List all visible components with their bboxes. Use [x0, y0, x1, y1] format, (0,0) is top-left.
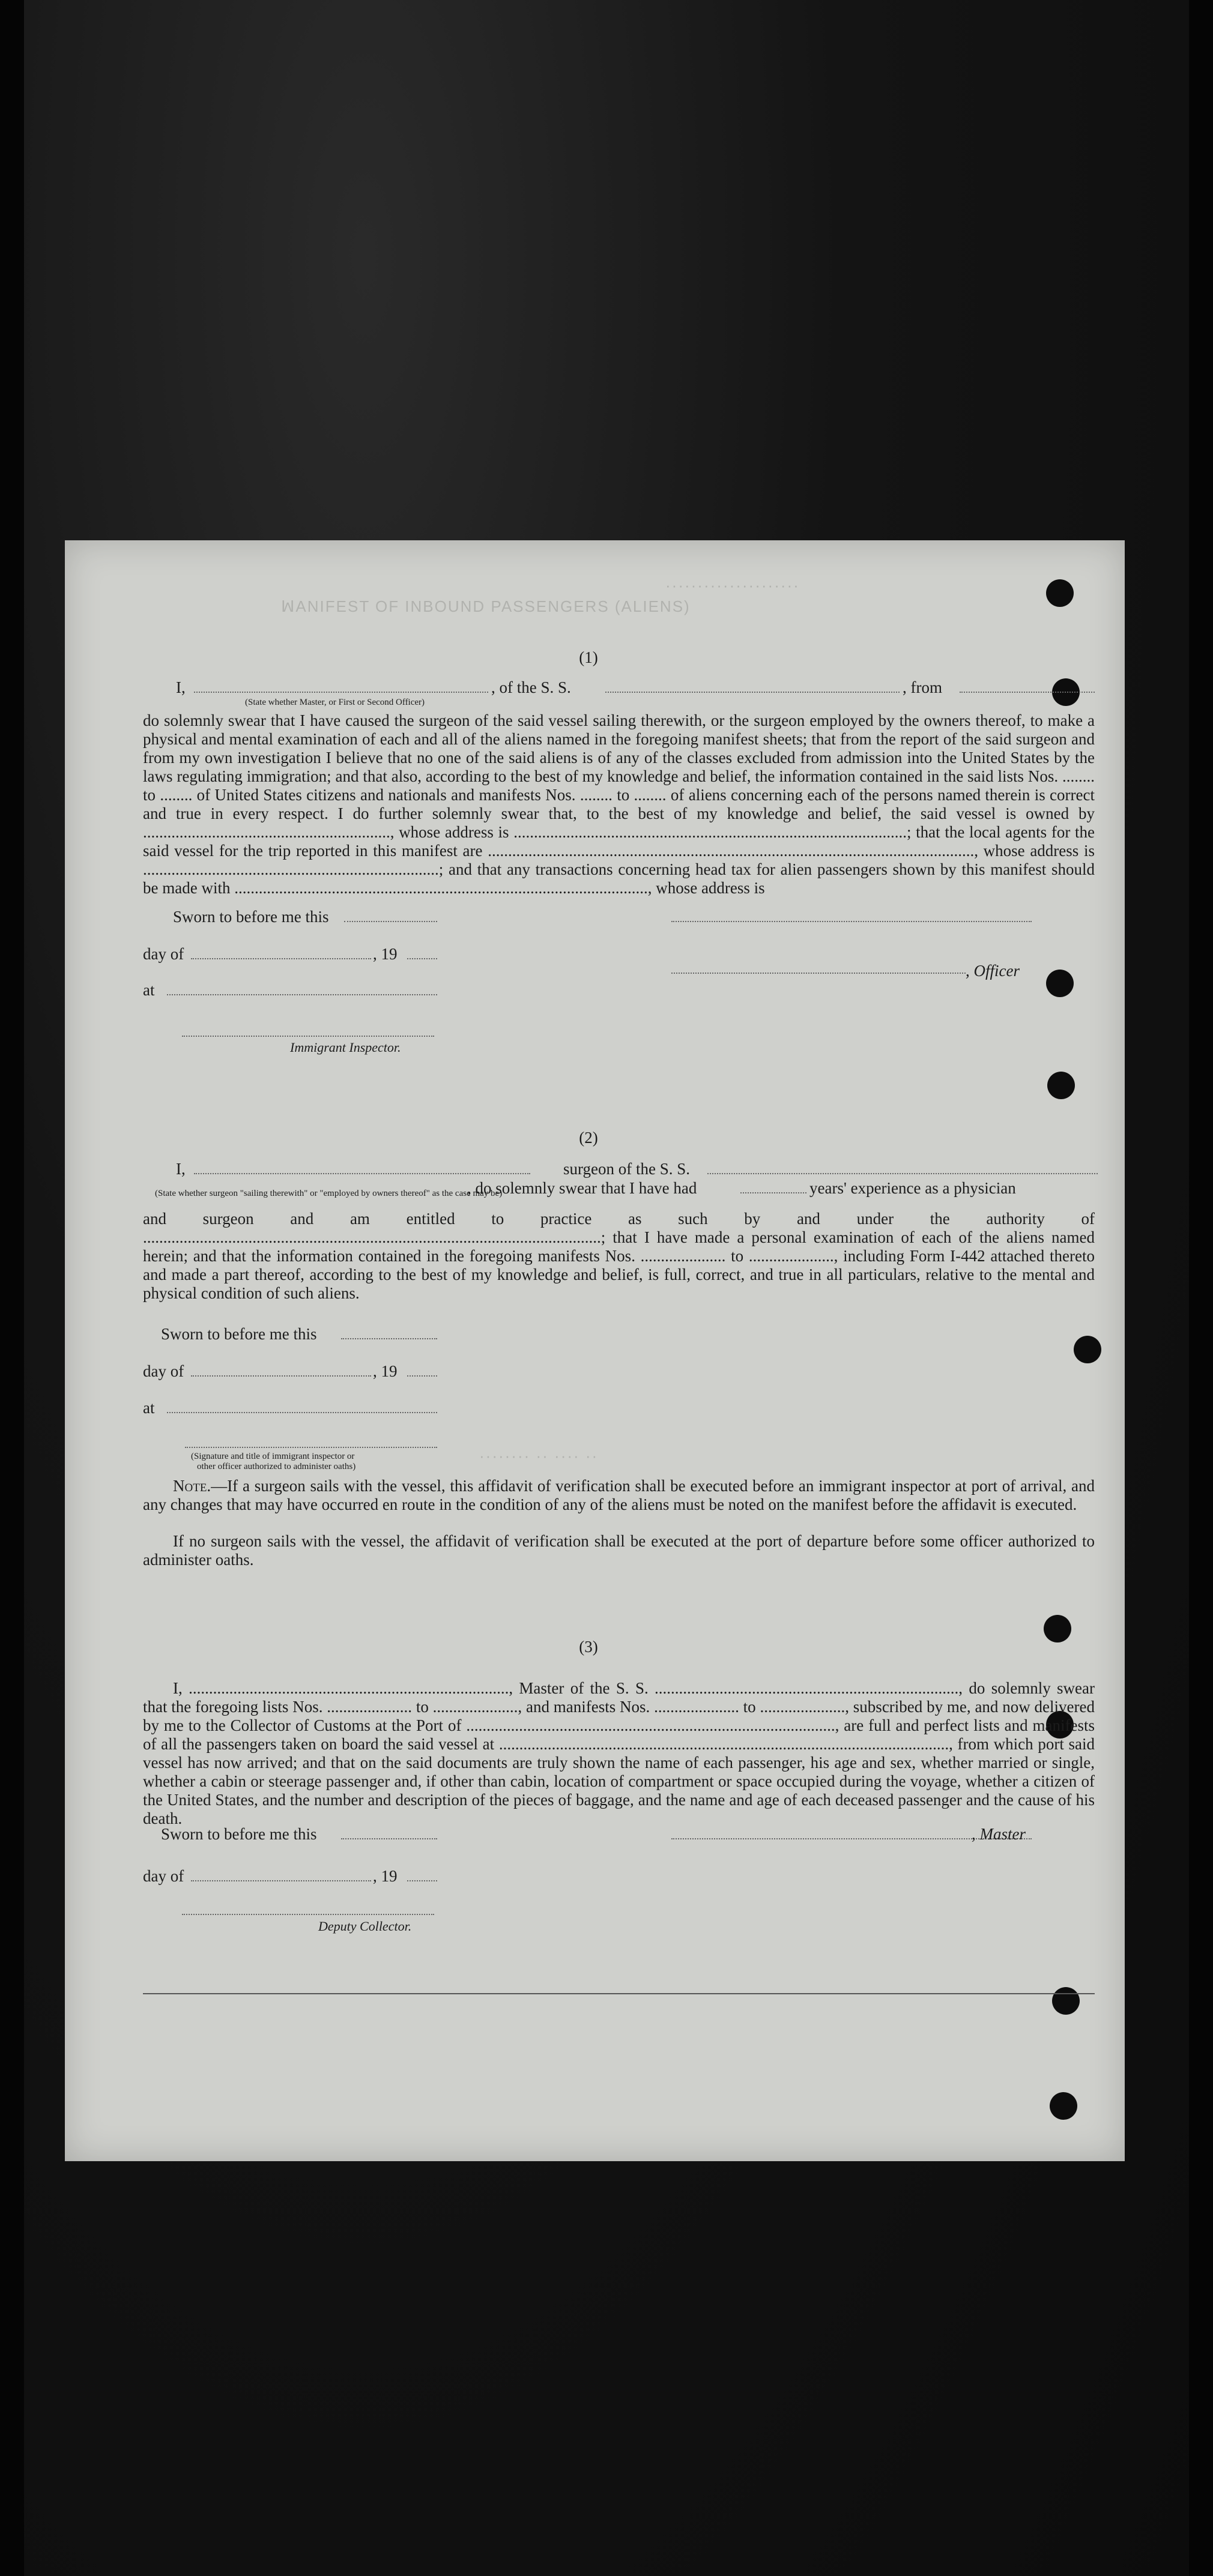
- section-3-number: (3): [579, 1638, 598, 1656]
- section-3-master: , Master: [972, 1825, 1026, 1843]
- section-1-number: (1): [579, 648, 598, 666]
- section-3-day-of: day of: [143, 1867, 184, 1885]
- port-field-line: [960, 692, 1095, 693]
- section-2-i: I,: [176, 1160, 186, 1178]
- deputy-signature-line: [182, 1914, 434, 1915]
- place-field-line: [167, 994, 437, 995]
- punch-hole: [1052, 1987, 1080, 2015]
- section-2-signature-note-2: other officer authorized to administer oaths): [197, 1462, 356, 1471]
- section-1-from: , from: [903, 678, 942, 696]
- section-2-sworn: Sworn to before me this: [161, 1325, 317, 1343]
- section-3-paragraph: I, ..............................................................................., Master of the S. S. ..........................................................................., do solemnly swear that the foregoing lists Nos. ..................... to ....................., and manifests Nos. ..................... to ....................., subscribed by me, and now delivered by me to the Collector of Customs at the Port of ..........................................................................................., are full and perfect lists and manifests of all the passengers taken on board the said vessel at ..............................................................................................................., from which port said vessel has now arrived; and that on the said documents are truly shown the name of each passenger, his age and sex, whether married or single, whether a cabin or steerage passenger and, if other than cabin, location of compartment or space occupied during the voyage, whether a citizen of the United States, and the number and description of the pieces of baggage, and the name and age of each deceased passenger and the cause of his death.: [143, 1679, 1095, 1827]
- section-1-ss: , of the S. S.: [491, 678, 571, 696]
- section-1-at: at: [143, 981, 155, 999]
- bottom-rule: [143, 1993, 1095, 1994]
- day-field-line: [191, 1880, 371, 1881]
- punch-hole: [1046, 970, 1074, 997]
- day-field-line: [191, 1375, 371, 1377]
- date-field-line: [344, 921, 437, 922]
- year-field-line: [407, 958, 437, 959]
- punch-hole: [1074, 1336, 1101, 1363]
- section-1-officer: , Officer: [966, 962, 1020, 980]
- section-2-note-2: If no surgeon sails with the vessel, the affidavit of verification shall be executed at the port of departure before some officer authorized to administer oaths.: [143, 1532, 1095, 1569]
- section-2-note: (State whether surgeon "sailing therewith" or "employed by owners thereof" as the case may be): [155, 1189, 503, 1198]
- date-field-line: [341, 1338, 437, 1339]
- section-2-day-of: day of: [143, 1362, 184, 1380]
- punch-hole: [1046, 579, 1074, 607]
- place-field-line: [167, 1412, 437, 1413]
- section-3-year: , 19: [373, 1867, 398, 1885]
- section-1-inspector: Immigrant Inspector.: [290, 1040, 401, 1055]
- manifest-form-sheet: [65, 540, 1125, 2161]
- years-field-line: [740, 1192, 806, 1193]
- punch-hole: [1047, 1072, 1075, 1099]
- year-field-line: [407, 1880, 437, 1881]
- note-text: —If a surgeon sails with the vessel, this affidavit of verification shall be executed before an immigrant inspector at port of arrival, and any changes that may have occurred en route in the condition of any of the aliens must be noted on the manifest before the affidavit is executed.: [143, 1477, 1095, 1513]
- section-1-day-of: day of: [143, 945, 184, 963]
- bleed-through-text: ·····················: [665, 576, 800, 594]
- punch-hole: [1050, 2092, 1077, 2120]
- punch-hole: [1044, 1615, 1071, 1642]
- section-1-paragraph: do solemnly swear that I have caused the surgeon of the said vessel sailing therewith, or the surgeon employed by the owners thereof, to make a physical and mental examination of each and all of the aliens named in the foregoing manifest sheets; that from the report of the said surgeon and from my own investigation I believe that no one of the said aliens is of any of the classes excluded from admission into the United States by the laws regulating immigration; and that also, according to the best of my knowledge and belief, the information contained in the said lists Nos. ........ to ........ of United States citizens and nationals and manifests Nos. ........ to ........ of aliens concerning each of the persons named therein is correct and true in every respect. I do further solemnly swear that, to the best of my knowledge and belief, the said vessel is owned by ............................................................., whose address is .................................................................................................; that the local agents for the said vessel for the trip reported in this manifest are ........................................................................................................................, whose address is .........................................................................; and that any transactions concerning head tax for alien passengers shown by this manifest should be made with ......................................................................................................, whose address is: [143, 711, 1095, 897]
- film-edge-right: [1189, 0, 1213, 2576]
- note-label: Note.: [173, 1477, 211, 1495]
- bleed-through-text: ········ ·· ···· ··: [479, 1447, 599, 1465]
- section-2-swear: , do solemnly swear that I have had: [467, 1179, 697, 1197]
- section-3-deputy: Deputy Collector.: [318, 1919, 412, 1934]
- year-field-line: [407, 1375, 437, 1377]
- officer-line: [671, 973, 966, 974]
- section-2-signature-note-1: (Signature and title of immigrant inspector or: [191, 1452, 355, 1461]
- bleed-through-text: ꟽANIFEST OF INBOUND PASSENGERS (ALIENS): [281, 597, 691, 615]
- section-2-surgeon: surgeon of the S. S.: [563, 1160, 691, 1178]
- section-2-number: (2): [579, 1129, 598, 1147]
- inspector-signature-line: [185, 1447, 437, 1448]
- section-1-sworn: Sworn to before me this: [173, 908, 329, 926]
- section-3-sworn: Sworn to before me this: [161, 1825, 317, 1843]
- day-field-line: [191, 958, 371, 959]
- section-2-at: at: [143, 1399, 155, 1417]
- date-field-line: [341, 1838, 437, 1839]
- section-1-year: , 19: [373, 945, 398, 963]
- film-edge-left: [0, 0, 24, 2576]
- ship-field-line: [707, 1173, 1098, 1174]
- section-1-i: I,: [176, 678, 186, 696]
- inspector-signature-line: [182, 1036, 434, 1037]
- section-1-note: (State whether Master, or First or Second Officer): [245, 698, 425, 707]
- section-2-note: [143, 1477, 1095, 1514]
- section-2-year: , 19: [373, 1362, 398, 1380]
- section-2-paragraph: and surgeon and am entitled to practice as such by and under the authority of .................................................................................................................; that I have made a personal examination of each of the aliens named herein; and that the information contained in the foregoing manifests Nos. ..................... to ....................., including Form I-442 attached thereto and made a part thereof, according to the best of my knowledge and belief, is full, correct, and true in all particulars, relative to the mental and physical condition of such aliens.: [143, 1210, 1095, 1302]
- section-2-years: years' experience as a physician: [809, 1179, 1016, 1197]
- name-field-line: [194, 692, 488, 693]
- signature-line: [671, 921, 1032, 922]
- ship-field-line: [605, 692, 900, 693]
- name-field-line: [194, 1173, 530, 1174]
